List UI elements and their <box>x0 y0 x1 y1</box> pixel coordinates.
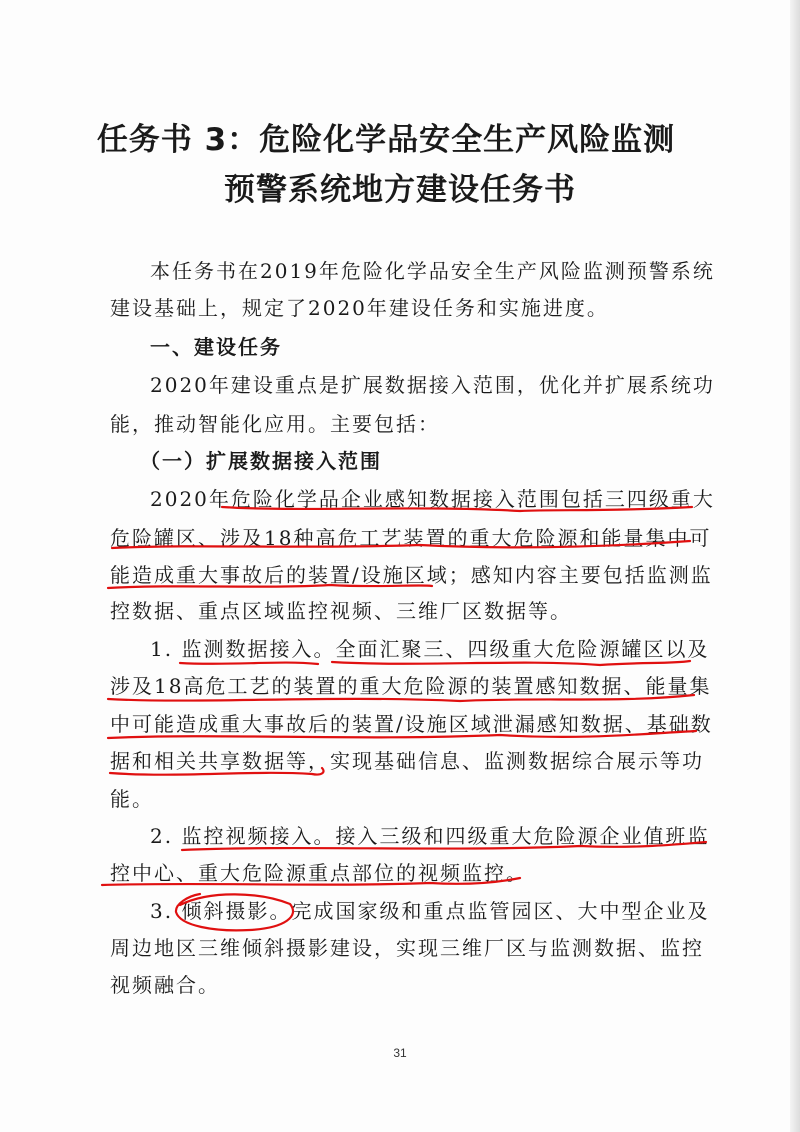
body-line: 能造成重大事故后的装置/设施区域；感知内容主要包括监测监 <box>110 563 713 587</box>
item-line: 能。 <box>110 787 154 811</box>
page-number: 31 <box>393 1046 407 1060</box>
item-line: 控中心、重大危险源重点部位的视频监控。 <box>110 861 528 885</box>
item-line: 3. 倾斜摄影。完成国家级和重点监管园区、大中型企业及 <box>150 899 710 923</box>
body-line: 2020年危险化学品企业感知数据接入范围包括三四级重大 <box>150 487 715 511</box>
item-line: 周边地区三维倾斜摄影建设，实现三维厂区与监测数据、监控 <box>110 936 704 960</box>
item-line: 涉及18高危工艺的装置的重大危险源的装置感知数据、能量集 <box>110 674 712 698</box>
item-line: 据和相关共享数据等，实现基础信息、监测数据综合展示等功 <box>110 749 704 773</box>
red-underline <box>180 663 318 664</box>
item-line: 1. 监测数据接入。全面汇聚三、四级重大危险源罐区以及 <box>150 637 710 661</box>
subsection-heading: （一）扩展数据接入范围 <box>140 449 382 473</box>
document-title-line1: 任务书 3：危险化学品安全生产风险监测 <box>96 122 676 158</box>
body-line: 控数据、重点区域监控视频、三维厂区数据等。 <box>110 599 572 623</box>
item-line: 中可能造成重大事故后的装置/设施区域泄漏感知数据、基础数 <box>110 712 713 736</box>
body-line: 危险罐区、涉及18种高危工艺装置的重大危险源和能量集中可 <box>110 526 712 550</box>
body-line: 能，推动智能化应用。主要包括： <box>110 412 440 436</box>
intro-line: 建设基础上，规定了2020年建设任务和实施进度。 <box>110 296 609 320</box>
document-title-line2: 预警系统地方建设任务书 <box>224 172 576 208</box>
item-line: 2. 监控视频接入。接入三级和四级重大危险源企业值班监 <box>150 824 710 848</box>
body-line: 2020年建设重点是扩展数据接入范围，优化并扩展系统功 <box>150 373 715 397</box>
intro-line: 本任务书在2019年危险化学品安全生产风险监测预警系统 <box>150 259 715 283</box>
section-heading: 一、建设任务 <box>150 335 282 359</box>
item-line: 视频融合。 <box>110 973 220 997</box>
